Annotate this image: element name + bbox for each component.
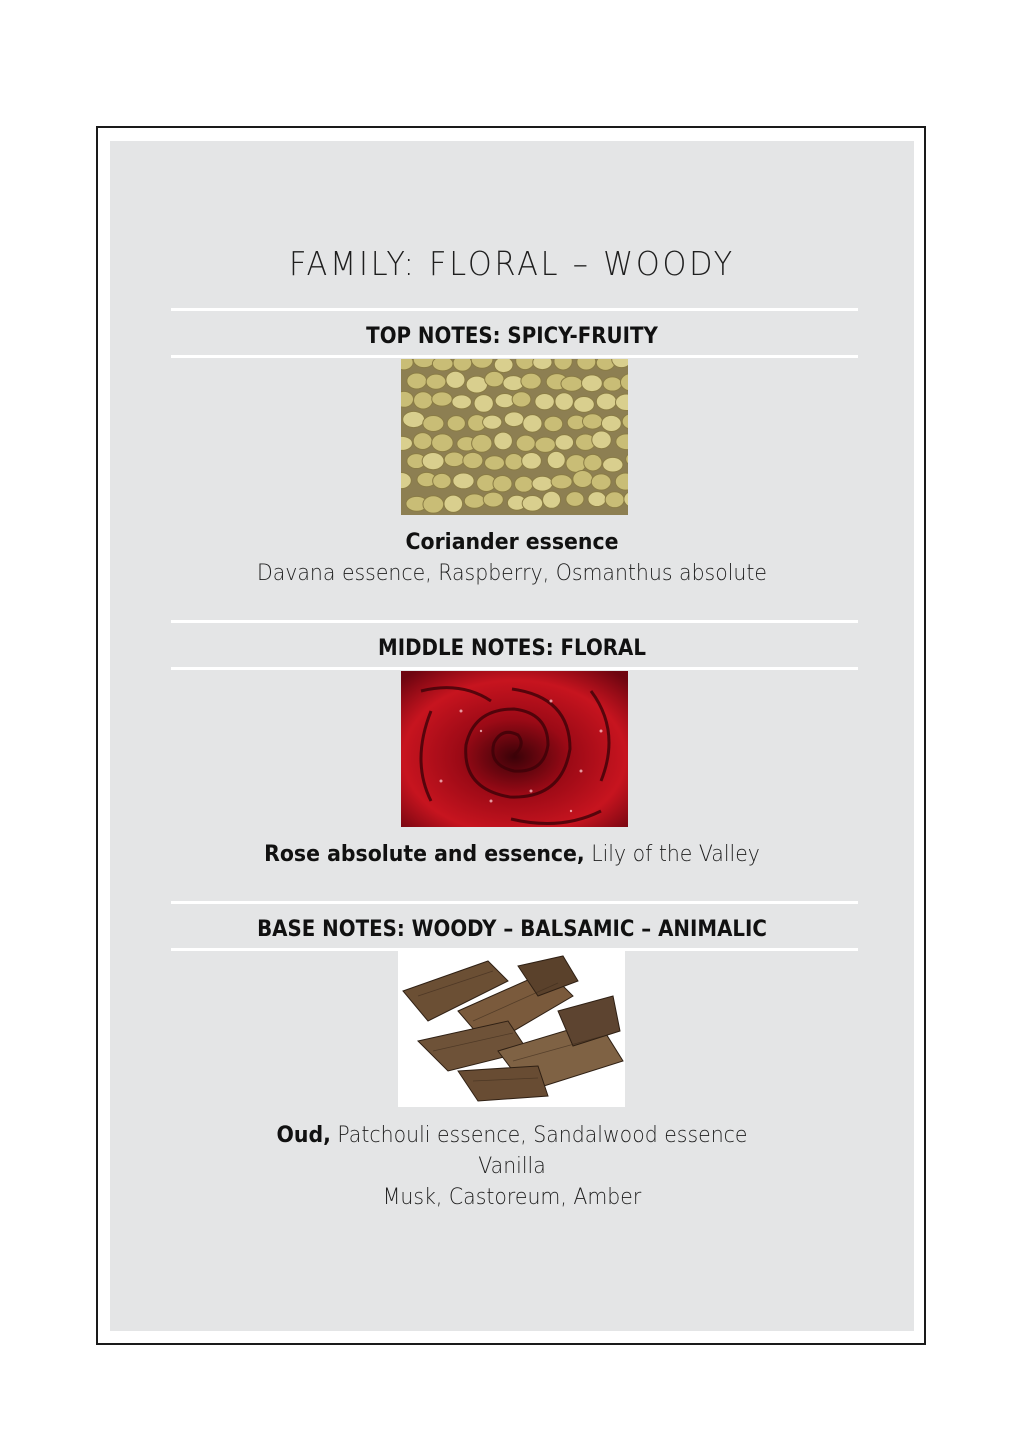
coriander-seed: [584, 454, 602, 471]
coriander-seed: [566, 455, 586, 473]
divider-middle-lower: [171, 667, 858, 670]
coriander-seed: [543, 491, 561, 508]
coriander-seed: [533, 359, 552, 370]
middle-notes-key-ingredient: Rose absolute and essence,: [264, 842, 585, 867]
coriander-seed: [505, 454, 523, 470]
coriander-seed: [432, 392, 452, 406]
coriander-seed: [592, 431, 612, 449]
base-notes-heading: BASE NOTES: WOODY – BALSAMIC – ANIMALIC: [257, 917, 767, 942]
coriander-seed: [453, 473, 474, 489]
family-title: FAMILY: FLORAL – WOODY: [289, 244, 735, 283]
coriander-seed: [504, 412, 524, 427]
coriander-seed: [555, 435, 573, 451]
coriander-seed: [432, 434, 454, 452]
coriander-seed: [485, 371, 504, 386]
coriander-seed: [426, 374, 446, 389]
coriander-seed: [407, 373, 427, 389]
top-notes-heading: TOP NOTES: SPICY-FRUITY: [366, 324, 658, 349]
coriander-seed: [535, 394, 555, 410]
coriander-seed: [495, 393, 514, 407]
coriander-seed: [522, 452, 542, 469]
coriander-seed: [446, 371, 465, 388]
coriander-seed: [591, 474, 611, 490]
coriander-seed: [544, 416, 563, 431]
coriander-seed: [464, 494, 485, 508]
base-notes-ingredients-animalic: Musk, Castoreum, Amber: [382, 1185, 642, 1210]
divider-top-lower: [171, 355, 858, 358]
coriander-seed: [515, 476, 533, 492]
coriander-seed: [551, 475, 572, 489]
base-notes-line-1: Oud, Patchouli essence, Sandalwood essence: [276, 1123, 748, 1148]
coriander-seed: [566, 492, 584, 507]
coriander-seed: [516, 435, 535, 451]
coriander-seed: [463, 452, 483, 468]
coriander-seed: [555, 393, 573, 411]
coriander-seed: [603, 377, 622, 391]
coriander-seed: [547, 451, 565, 468]
top-notes-line-2: [138, 561, 886, 586]
coriander-seed: [494, 432, 513, 450]
coriander-seed: [483, 415, 502, 429]
coriander-seed: [601, 415, 621, 431]
base-notes-line-3: [138, 1185, 886, 1210]
divider-top-upper: [171, 308, 858, 311]
coriander-seed: [603, 457, 623, 472]
coriander-seed: [588, 492, 606, 507]
coriander-seed: [532, 476, 553, 491]
middle-notes-line-1: Rose absolute and essence, Lily of the Valley: [264, 842, 760, 867]
coriander-seed: [596, 393, 616, 410]
coriander-seed: [574, 397, 595, 413]
coriander-seed: [512, 392, 531, 407]
coriander-seed: [474, 395, 493, 413]
coriander-seed: [582, 375, 603, 392]
coriander-seed: [444, 495, 463, 512]
coriander-seed: [422, 452, 444, 469]
middle-notes-heading: MIDDLE NOTES: FLORAL: [378, 636, 646, 661]
base-notes-ingredient-vanilla: Vanilla: [478, 1154, 546, 1179]
coriander-seed: [523, 415, 542, 433]
coriander-seed: [573, 471, 593, 488]
top-notes-ingredients: Davana essence, Raspberry, Osmanthus absolute: [256, 561, 767, 586]
oud-wood-photo: [398, 951, 625, 1107]
top-notes-key-ingredient: Coriander essence: [405, 530, 619, 555]
coriander-seed: [423, 415, 444, 431]
divider-middle-upper: [171, 620, 858, 623]
divider-base-upper: [171, 901, 858, 904]
coriander-seed: [493, 475, 512, 491]
coriander-seed: [413, 433, 432, 450]
coriander-seed: [521, 373, 541, 389]
coriander-seed: [403, 411, 425, 427]
coriander-seed: [483, 492, 503, 507]
coriander-seed: [453, 359, 472, 371]
coriander-seed: [485, 456, 505, 470]
coriander-seed: [433, 473, 451, 488]
coriander-seed: [561, 376, 583, 391]
coriander-seeds-photo: [401, 359, 628, 515]
coriander-seed: [535, 437, 555, 452]
base-notes-key-ingredient: Oud,: [276, 1123, 331, 1148]
coriander-seed: [444, 452, 464, 467]
coriander-seed: [582, 414, 602, 429]
coriander-seed: [432, 359, 453, 371]
coriander-seed: [522, 496, 543, 512]
coriander-seed: [605, 492, 624, 508]
coriander-seed: [472, 434, 492, 452]
coriander-seed: [414, 392, 433, 409]
red-rose-photo: [401, 671, 628, 827]
coriander-seed: [494, 359, 513, 373]
coriander-seed: [447, 416, 465, 431]
coriander-seed: [452, 395, 472, 409]
coriander-seed: [423, 496, 444, 513]
top-notes-line-1: [138, 530, 886, 555]
base-notes-line-2: [138, 1154, 886, 1179]
